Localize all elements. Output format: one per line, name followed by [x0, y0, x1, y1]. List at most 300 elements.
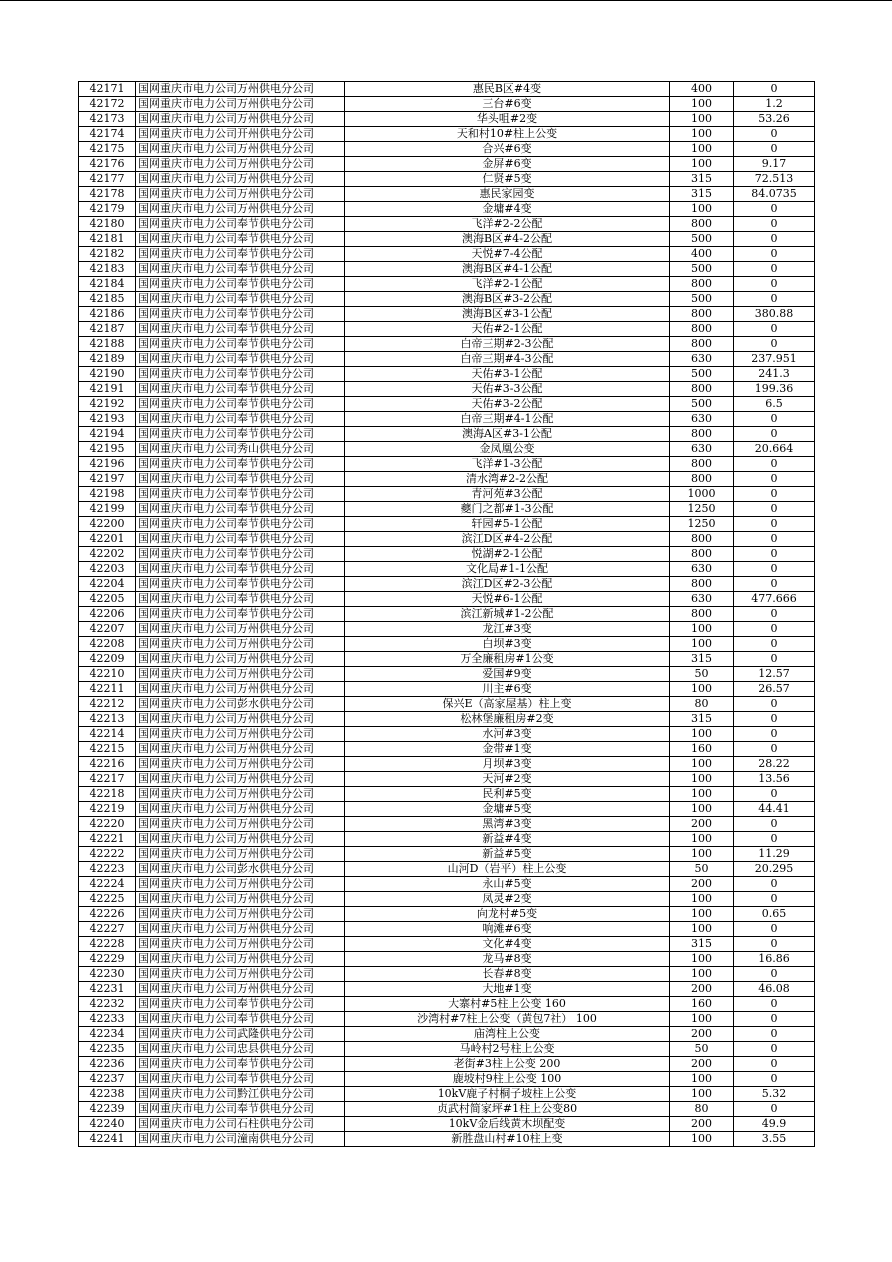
capacity-cell: 50: [670, 1042, 734, 1057]
row-id-cell: 42201: [79, 532, 136, 547]
value-cell: 0: [734, 1057, 815, 1072]
row-id-cell: 42188: [79, 337, 136, 352]
table-row: [79, 1072, 815, 1087]
capacity-cell: 500: [670, 262, 734, 277]
row-id-cell: 42173: [79, 112, 136, 127]
transformer-name-cell: 文化局#1-1公配: [345, 562, 670, 577]
table-row: [79, 652, 815, 667]
capacity-cell: 100: [670, 1087, 734, 1102]
transformer-name-cell: 保兴E（高家屋基）柱上变: [345, 697, 670, 712]
value-cell: 0: [734, 337, 815, 352]
row-id-cell: 42220: [79, 817, 136, 832]
capacity-cell: 100: [670, 892, 734, 907]
transformer-name-cell: 飞洋#1-3公配: [345, 457, 670, 472]
value-cell: 0: [734, 472, 815, 487]
table-row: [79, 97, 815, 112]
capacity-cell: 100: [670, 787, 734, 802]
table-row: [79, 1102, 815, 1117]
table-row: [79, 247, 815, 262]
table-row: [79, 697, 815, 712]
company-cell: 国网重庆市电力公司万州供电分公司: [136, 157, 345, 172]
row-id-cell: 42187: [79, 322, 136, 337]
row-id-cell: 42182: [79, 247, 136, 262]
company-cell: 国网重庆市电力公司奉节供电分公司: [136, 562, 345, 577]
transformer-name-cell: 天佑#3-1公配: [345, 367, 670, 382]
table-row: [79, 262, 815, 277]
row-id-cell: 42237: [79, 1072, 136, 1087]
company-cell: 国网重庆市电力公司万州供电分公司: [136, 682, 345, 697]
capacity-cell: 630: [670, 442, 734, 457]
row-id-cell: 42198: [79, 487, 136, 502]
capacity-cell: 100: [670, 1012, 734, 1027]
company-cell: 国网重庆市电力公司秀山供电分公司: [136, 442, 345, 457]
table-row: [79, 772, 815, 787]
company-cell: 国网重庆市电力公司万州供电分公司: [136, 787, 345, 802]
capacity-cell: 200: [670, 817, 734, 832]
transformer-name-cell: 庙湾柱上公变: [345, 1027, 670, 1042]
value-cell: 0: [734, 637, 815, 652]
company-cell: 国网重庆市电力公司万州供电分公司: [136, 937, 345, 952]
row-id-cell: 42180: [79, 217, 136, 232]
table-row: [79, 112, 815, 127]
transformer-name-cell: 向龙村#5变: [345, 907, 670, 922]
table-row: [79, 1012, 815, 1027]
value-cell: 11.29: [734, 847, 815, 862]
company-cell: 国网重庆市电力公司奉节供电分公司: [136, 277, 345, 292]
row-id-cell: 42215: [79, 742, 136, 757]
capacity-cell: 100: [670, 757, 734, 772]
transformer-name-cell: 天佑#3-2公配: [345, 397, 670, 412]
row-id-cell: 42172: [79, 97, 136, 112]
company-cell: 国网重庆市电力公司万州供电分公司: [136, 802, 345, 817]
company-cell: 国网重庆市电力公司忠县供电分公司: [136, 1042, 345, 1057]
table-row: [79, 397, 815, 412]
value-cell: 0: [734, 1072, 815, 1087]
table-row: [79, 592, 815, 607]
transformer-name-cell: 龙江#3变: [345, 622, 670, 637]
company-cell: 国网重庆市电力公司万州供电分公司: [136, 712, 345, 727]
value-cell: 0: [734, 787, 815, 802]
row-id-cell: 42179: [79, 202, 136, 217]
row-id-cell: 42235: [79, 1042, 136, 1057]
table-row: [79, 1087, 815, 1102]
capacity-cell: 100: [670, 157, 734, 172]
value-cell: 20.295: [734, 862, 815, 877]
table-row: [79, 562, 815, 577]
table-row: [79, 367, 815, 382]
value-cell: 53.26: [734, 112, 815, 127]
table-row: [79, 217, 815, 232]
table-row: [79, 892, 815, 907]
value-cell: 0: [734, 487, 815, 502]
row-id-cell: 42209: [79, 652, 136, 667]
capacity-cell: 100: [670, 97, 734, 112]
company-cell: 国网重庆市电力公司万州供电分公司: [136, 202, 345, 217]
value-cell: 0: [734, 967, 815, 982]
row-id-cell: 42197: [79, 472, 136, 487]
value-cell: 0: [734, 892, 815, 907]
capacity-cell: 200: [670, 1117, 734, 1132]
company-cell: 国网重庆市电力公司奉节供电分公司: [136, 997, 345, 1012]
table-row: [79, 382, 815, 397]
row-id-cell: 42193: [79, 412, 136, 427]
company-cell: 国网重庆市电力公司万州供电分公司: [136, 847, 345, 862]
transformer-name-cell: 白坝#3变: [345, 637, 670, 652]
table-row: [79, 577, 815, 592]
transformer-name-cell: 川主#6变: [345, 682, 670, 697]
value-cell: 5.32: [734, 1087, 815, 1102]
capacity-cell: 800: [670, 427, 734, 442]
transformer-name-cell: 天悦#6-1公配: [345, 592, 670, 607]
company-cell: 国网重庆市电力公司万州供电分公司: [136, 652, 345, 667]
row-id-cell: 42200: [79, 517, 136, 532]
transformer-name-cell: 10kV鹿子村桐子坡柱上公变: [345, 1087, 670, 1102]
table-row: [79, 802, 815, 817]
capacity-cell: 80: [670, 697, 734, 712]
row-id-cell: 42227: [79, 922, 136, 937]
value-cell: 0: [734, 577, 815, 592]
row-id-cell: 42231: [79, 982, 136, 997]
table-row: [79, 1117, 815, 1132]
capacity-cell: 315: [670, 652, 734, 667]
table-row: [79, 667, 815, 682]
table-row: [79, 1132, 815, 1147]
transformer-name-cell: 龙马#8变: [345, 952, 670, 967]
capacity-cell: 800: [670, 322, 734, 337]
value-cell: 72.513: [734, 172, 815, 187]
value-cell: 0: [734, 997, 815, 1012]
transformer-name-cell: 爱国#9变: [345, 667, 670, 682]
transformer-name-cell: 金墉#4变: [345, 202, 670, 217]
table-row: [79, 907, 815, 922]
transformer-name-cell: 夔门之都#1-3公配: [345, 502, 670, 517]
value-cell: 49.9: [734, 1117, 815, 1132]
capacity-cell: 630: [670, 352, 734, 367]
value-cell: 0: [734, 1027, 815, 1042]
transformer-name-cell: 轩园#5-1公配: [345, 517, 670, 532]
capacity-cell: 100: [670, 112, 734, 127]
row-id-cell: 42190: [79, 367, 136, 382]
transformer-name-cell: 滨江新城#1-2公配: [345, 607, 670, 622]
row-id-cell: 42174: [79, 127, 136, 142]
table-row: [79, 127, 815, 142]
value-cell: 477.666: [734, 592, 815, 607]
company-cell: 国网重庆市电力公司奉节供电分公司: [136, 262, 345, 277]
transformer-name-cell: 大寨村#5柱上公变 160: [345, 997, 670, 1012]
company-cell: 国网重庆市电力公司奉节供电分公司: [136, 577, 345, 592]
company-cell: 国网重庆市电力公司奉节供电分公司: [136, 352, 345, 367]
row-id-cell: 42238: [79, 1087, 136, 1102]
table-row: [79, 442, 815, 457]
value-cell: 0: [734, 127, 815, 142]
transformer-name-cell: 天佑#3-3公配: [345, 382, 670, 397]
capacity-cell: 315: [670, 172, 734, 187]
transformer-name-cell: 马岭村2号柱上公变: [345, 1042, 670, 1057]
value-cell: 44.41: [734, 802, 815, 817]
row-id-cell: 42199: [79, 502, 136, 517]
transformer-name-cell: 澳海B区#4-2公配: [345, 232, 670, 247]
capacity-cell: 160: [670, 742, 734, 757]
table-row: [79, 412, 815, 427]
row-id-cell: 42184: [79, 277, 136, 292]
value-cell: 84.0735: [734, 187, 815, 202]
table-row: [79, 352, 815, 367]
company-cell: 国网重庆市电力公司奉节供电分公司: [136, 532, 345, 547]
value-cell: 380.88: [734, 307, 815, 322]
transformer-name-cell: 白帝三期#4-1公配: [345, 412, 670, 427]
company-cell: 国网重庆市电力公司奉节供电分公司: [136, 367, 345, 382]
row-id-cell: 42207: [79, 622, 136, 637]
table-row: [79, 547, 815, 562]
value-cell: 241.3: [734, 367, 815, 382]
value-cell: 0: [734, 322, 815, 337]
transformer-name-cell: 沙湾村#7柱上公变（黄包7社） 100: [345, 1012, 670, 1027]
table-body: [79, 82, 815, 1147]
value-cell: 3.55: [734, 1132, 815, 1147]
capacity-cell: 200: [670, 877, 734, 892]
value-cell: 0: [734, 412, 815, 427]
capacity-cell: 100: [670, 142, 734, 157]
company-cell: 国网重庆市电力公司万州供电分公司: [136, 817, 345, 832]
capacity-cell: 50: [670, 862, 734, 877]
company-cell: 国网重庆市电力公司彭水供电分公司: [136, 697, 345, 712]
capacity-cell: 100: [670, 1132, 734, 1147]
company-cell: 国网重庆市电力公司万州供电分公司: [136, 637, 345, 652]
transformer-name-cell: 澳海B区#3-1公配: [345, 307, 670, 322]
row-id-cell: 42208: [79, 637, 136, 652]
value-cell: 28.22: [734, 757, 815, 772]
row-id-cell: 42178: [79, 187, 136, 202]
value-cell: 12.57: [734, 667, 815, 682]
capacity-cell: 630: [670, 592, 734, 607]
table-row: [79, 622, 815, 637]
value-cell: 0: [734, 517, 815, 532]
row-id-cell: 42175: [79, 142, 136, 157]
table-row: [79, 832, 815, 847]
value-cell: 0: [734, 532, 815, 547]
value-cell: 13.56: [734, 772, 815, 787]
transformer-name-cell: 澳海B区#3-2公配: [345, 292, 670, 307]
row-id-cell: 42202: [79, 547, 136, 562]
company-cell: 国网重庆市电力公司奉节供电分公司: [136, 487, 345, 502]
company-cell: 国网重庆市电力公司奉节供电分公司: [136, 397, 345, 412]
transformer-name-cell: 大地#1变: [345, 982, 670, 997]
company-cell: 国网重庆市电力公司奉节供电分公司: [136, 1102, 345, 1117]
capacity-cell: 50: [670, 667, 734, 682]
value-cell: 0: [734, 502, 815, 517]
company-cell: 国网重庆市电力公司开州供电分公司: [136, 127, 345, 142]
transformer-name-cell: 滨江D区#4-2公配: [345, 532, 670, 547]
transformer-name-cell: 悦湖#2-1公配: [345, 547, 670, 562]
row-id-cell: 42224: [79, 877, 136, 892]
transformer-name-cell: 华头咀#2变: [345, 112, 670, 127]
value-cell: 9.17: [734, 157, 815, 172]
value-cell: 0: [734, 922, 815, 937]
table-row: [79, 322, 815, 337]
company-cell: 国网重庆市电力公司万州供电分公司: [136, 952, 345, 967]
capacity-cell: 100: [670, 952, 734, 967]
table-row: [79, 307, 815, 322]
table-row: [79, 637, 815, 652]
transformer-name-cell: 金凤凰公变: [345, 442, 670, 457]
row-id-cell: 42229: [79, 952, 136, 967]
table-row: [79, 82, 815, 97]
company-cell: 国网重庆市电力公司万州供电分公司: [136, 82, 345, 97]
transformer-name-cell: 新胜盘山村#10柱上变: [345, 1132, 670, 1147]
row-id-cell: 42234: [79, 1027, 136, 1042]
table-row: [79, 457, 815, 472]
capacity-cell: 800: [670, 277, 734, 292]
transformer-name-cell: 澳海A区#3-1公配: [345, 427, 670, 442]
capacity-cell: 800: [670, 217, 734, 232]
company-cell: 国网重庆市电力公司奉节供电分公司: [136, 1012, 345, 1027]
company-cell: 国网重庆市电力公司万州供电分公司: [136, 892, 345, 907]
value-cell: 199.36: [734, 382, 815, 397]
transformer-name-cell: 金带#1变: [345, 742, 670, 757]
transformer-name-cell: 长春#8变: [345, 967, 670, 982]
transformer-name-cell: 清水湾#2-2公配: [345, 472, 670, 487]
company-cell: 国网重庆市电力公司万州供电分公司: [136, 172, 345, 187]
transformer-name-cell: 白帝三期#2-3公配: [345, 337, 670, 352]
company-cell: 国网重庆市电力公司奉节供电分公司: [136, 307, 345, 322]
capacity-cell: 630: [670, 412, 734, 427]
capacity-cell: 315: [670, 187, 734, 202]
company-cell: 国网重庆市电力公司万州供电分公司: [136, 877, 345, 892]
table-row: [79, 472, 815, 487]
transformer-name-cell: 天佑#2-1公配: [345, 322, 670, 337]
row-id-cell: 42194: [79, 427, 136, 442]
row-id-cell: 42196: [79, 457, 136, 472]
capacity-cell: 100: [670, 202, 734, 217]
value-cell: 0: [734, 712, 815, 727]
capacity-cell: 1000: [670, 487, 734, 502]
transformer-name-cell: 天河#2变: [345, 772, 670, 787]
value-cell: 0: [734, 697, 815, 712]
value-cell: 0: [734, 292, 815, 307]
capacity-cell: 100: [670, 847, 734, 862]
row-id-cell: 42214: [79, 727, 136, 742]
company-cell: 国网重庆市电力公司奉节供电分公司: [136, 247, 345, 262]
value-cell: 0: [734, 727, 815, 742]
row-id-cell: 42177: [79, 172, 136, 187]
table-row: [79, 877, 815, 892]
value-cell: 0: [734, 1012, 815, 1027]
company-cell: 国网重庆市电力公司奉节供电分公司: [136, 517, 345, 532]
transformer-name-cell: 白帝三期#4-3公配: [345, 352, 670, 367]
row-id-cell: 42192: [79, 397, 136, 412]
transformer-name-cell: 仁贤#5变: [345, 172, 670, 187]
row-id-cell: 42216: [79, 757, 136, 772]
transformer-name-cell: 山河D（岩平）柱上公变: [345, 862, 670, 877]
row-id-cell: 42233: [79, 1012, 136, 1027]
value-cell: 0: [734, 202, 815, 217]
value-cell: 0: [734, 877, 815, 892]
value-cell: 1.2: [734, 97, 815, 112]
transformer-name-cell: 新益#5变: [345, 847, 670, 862]
table-row: [79, 427, 815, 442]
table-row: [79, 502, 815, 517]
value-cell: 0: [734, 232, 815, 247]
value-cell: 16.86: [734, 952, 815, 967]
company-cell: 国网重庆市电力公司奉节供电分公司: [136, 292, 345, 307]
capacity-cell: 100: [670, 802, 734, 817]
value-cell: 237.951: [734, 352, 815, 367]
table-row: [79, 742, 815, 757]
capacity-cell: 100: [670, 727, 734, 742]
row-id-cell: 42203: [79, 562, 136, 577]
value-cell: 0: [734, 427, 815, 442]
row-id-cell: 42230: [79, 967, 136, 982]
table-row: [79, 727, 815, 742]
row-id-cell: 42212: [79, 697, 136, 712]
row-id-cell: 42222: [79, 847, 136, 862]
company-cell: 国网重庆市电力公司万州供电分公司: [136, 907, 345, 922]
row-id-cell: 42218: [79, 787, 136, 802]
value-cell: 0: [734, 832, 815, 847]
company-cell: 国网重庆市电力公司万州供电分公司: [136, 832, 345, 847]
company-cell: 国网重庆市电力公司万州供电分公司: [136, 922, 345, 937]
table-row: [79, 487, 815, 502]
table-row: [79, 817, 815, 832]
company-cell: 国网重庆市电力公司万州供电分公司: [136, 667, 345, 682]
transformer-name-cell: 响滩#6变: [345, 922, 670, 937]
value-cell: 0: [734, 547, 815, 562]
company-cell: 国网重庆市电力公司黔江供电分公司: [136, 1087, 345, 1102]
company-cell: 国网重庆市电力公司万州供电分公司: [136, 727, 345, 742]
table-row: [79, 757, 815, 772]
capacity-cell: 500: [670, 397, 734, 412]
table-row: [79, 1027, 815, 1042]
row-id-cell: 42181: [79, 232, 136, 247]
transformer-name-cell: 飞洋#2-1公配: [345, 277, 670, 292]
row-id-cell: 42204: [79, 577, 136, 592]
company-cell: 国网重庆市电力公司奉节供电分公司: [136, 427, 345, 442]
row-id-cell: 42176: [79, 157, 136, 172]
transformer-name-cell: 天悦#7-4公配: [345, 247, 670, 262]
company-cell: 国网重庆市电力公司万州供电分公司: [136, 967, 345, 982]
capacity-cell: 100: [670, 127, 734, 142]
table-row: [79, 847, 815, 862]
capacity-cell: 800: [670, 547, 734, 562]
transformer-name-cell: 黑湾#3变: [345, 817, 670, 832]
row-id-cell: 42205: [79, 592, 136, 607]
row-id-cell: 42236: [79, 1057, 136, 1072]
value-cell: 0: [734, 142, 815, 157]
capacity-cell: 800: [670, 607, 734, 622]
company-cell: 国网重庆市电力公司万州供电分公司: [136, 622, 345, 637]
value-cell: 26.57: [734, 682, 815, 697]
transformer-name-cell: 金屏#6变: [345, 157, 670, 172]
capacity-cell: 800: [670, 382, 734, 397]
capacity-cell: 80: [670, 1102, 734, 1117]
company-cell: 国网重庆市电力公司奉节供电分公司: [136, 607, 345, 622]
value-cell: 0: [734, 82, 815, 97]
capacity-cell: 800: [670, 532, 734, 547]
company-cell: 国网重庆市电力公司奉节供电分公司: [136, 592, 345, 607]
company-cell: 国网重庆市电力公司奉节供电分公司: [136, 382, 345, 397]
company-cell: 国网重庆市电力公司奉节供电分公司: [136, 322, 345, 337]
row-id-cell: 42241: [79, 1132, 136, 1147]
table-row: [79, 997, 815, 1012]
table-row: [79, 277, 815, 292]
table-row: [79, 607, 815, 622]
table-row: [79, 292, 815, 307]
value-cell: 0: [734, 817, 815, 832]
row-id-cell: 42189: [79, 352, 136, 367]
company-cell: 国网重庆市电力公司武隆供电分公司: [136, 1027, 345, 1042]
capacity-cell: 200: [670, 1027, 734, 1042]
value-cell: 20.664: [734, 442, 815, 457]
